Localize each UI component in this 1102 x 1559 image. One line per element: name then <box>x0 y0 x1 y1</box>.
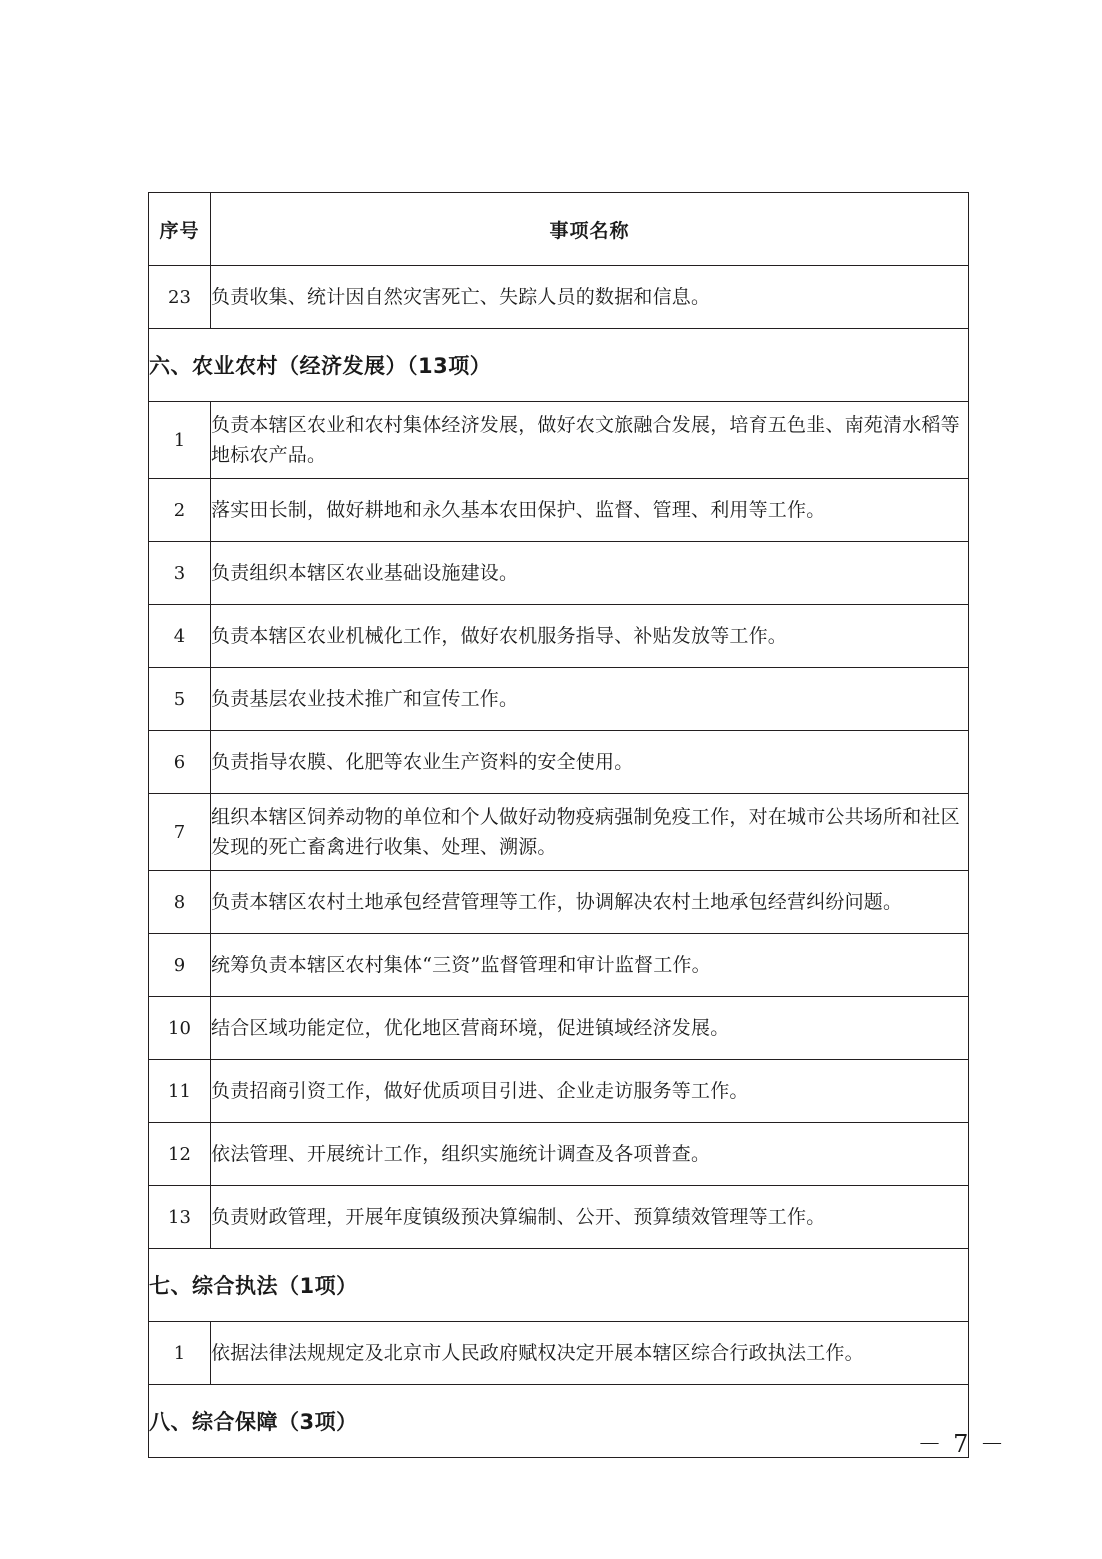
table-row <box>149 871 969 934</box>
column-header-seq: 序号 <box>149 193 211 266</box>
row-item-name: 负责财政管理，开展年度镇级预决算编制、公开、预算绩效管理等工作。 <box>211 1186 969 1249</box>
table-row <box>149 1060 969 1123</box>
table-row <box>149 668 969 731</box>
table-row <box>149 934 969 997</box>
table-row <box>149 1123 969 1186</box>
row-item-name: 依法管理、开展统计工作，组织实施统计调查及各项普查。 <box>211 1123 969 1186</box>
table-row <box>149 794 969 871</box>
table-row <box>149 731 969 794</box>
page-number: － 7 － <box>917 1430 1006 1458</box>
table-row <box>149 1322 969 1385</box>
row-sequence-number: 1 <box>149 402 211 479</box>
row-sequence-number: 10 <box>149 997 211 1060</box>
row-item-name: 负责指导农膜、化肥等农业生产资料的安全使用。 <box>211 731 969 794</box>
row-item-name: 负责本辖区农村土地承包经营管理等工作，协调解决农村土地承包经营纠纷问题。 <box>211 871 969 934</box>
table-row <box>149 542 969 605</box>
table-row <box>149 997 969 1060</box>
section-header-row <box>149 1249 969 1322</box>
row-item-name: 落实田长制，做好耕地和永久基本农田保护、监督、管理、利用等工作。 <box>211 479 969 542</box>
row-sequence-number: 13 <box>149 1186 211 1249</box>
section-header-row <box>149 1385 969 1458</box>
section-title: 七、综合执法（1项） <box>149 1249 969 1322</box>
row-sequence-number: 8 <box>149 871 211 934</box>
column-header-name: 事项名称 <box>211 193 969 266</box>
row-sequence-number: 3 <box>149 542 211 605</box>
responsibility-items-table <box>148 192 969 1458</box>
row-item-name: 统筹负责本辖区农村集体“三资”监督管理和审计监督工作。 <box>211 934 969 997</box>
table-row <box>149 605 969 668</box>
table-header-row <box>149 193 969 266</box>
section-title: 六、农业农村（经济发展）（13项） <box>149 329 969 402</box>
section-title: 八、综合保障（3项） <box>149 1385 969 1458</box>
row-sequence-number: 4 <box>149 605 211 668</box>
row-sequence-number: 11 <box>149 1060 211 1123</box>
row-item-name: 负责本辖区农业机械化工作，做好农机服务指导、补贴发放等工作。 <box>211 605 969 668</box>
row-sequence-number: 9 <box>149 934 211 997</box>
row-item-name: 负责招商引资工作，做好优质项目引进、企业走访服务等工作。 <box>211 1060 969 1123</box>
row-sequence-number: 2 <box>149 479 211 542</box>
row-sequence-number: 23 <box>149 266 211 329</box>
row-item-name: 负责收集、统计因自然灾害死亡、失踪人员的数据和信息。 <box>211 266 969 329</box>
section-header-row <box>149 329 969 402</box>
row-item-name: 依据法律法规规定及北京市人民政府赋权决定开展本辖区综合行政执法工作。 <box>211 1322 969 1385</box>
table-row <box>149 479 969 542</box>
row-item-name: 结合区域功能定位，优化地区营商环境，促进镇域经济发展。 <box>211 997 969 1060</box>
row-item-name: 组织本辖区饲养动物的单位和个人做好动物疫病强制免疫工作，对在城市公共场所和社区发现的死亡畜禽进行收集、处理、溯源。 <box>211 794 969 871</box>
row-item-name: 负责基层农业技术推广和宣传工作。 <box>211 668 969 731</box>
table-row <box>149 1186 969 1249</box>
table-row <box>149 266 969 329</box>
table-row <box>149 402 969 479</box>
row-sequence-number: 5 <box>149 668 211 731</box>
row-sequence-number: 7 <box>149 794 211 871</box>
row-sequence-number: 6 <box>149 731 211 794</box>
row-item-name: 负责本辖区农业和农村集体经济发展，做好农文旅融合发展，培育五色韭、南苑清水稻等地标农产品。 <box>211 402 969 479</box>
row-item-name: 负责组织本辖区农业基础设施建设。 <box>211 542 969 605</box>
row-sequence-number: 12 <box>149 1123 211 1186</box>
row-sequence-number: 1 <box>149 1322 211 1385</box>
table-body <box>149 193 969 1458</box>
